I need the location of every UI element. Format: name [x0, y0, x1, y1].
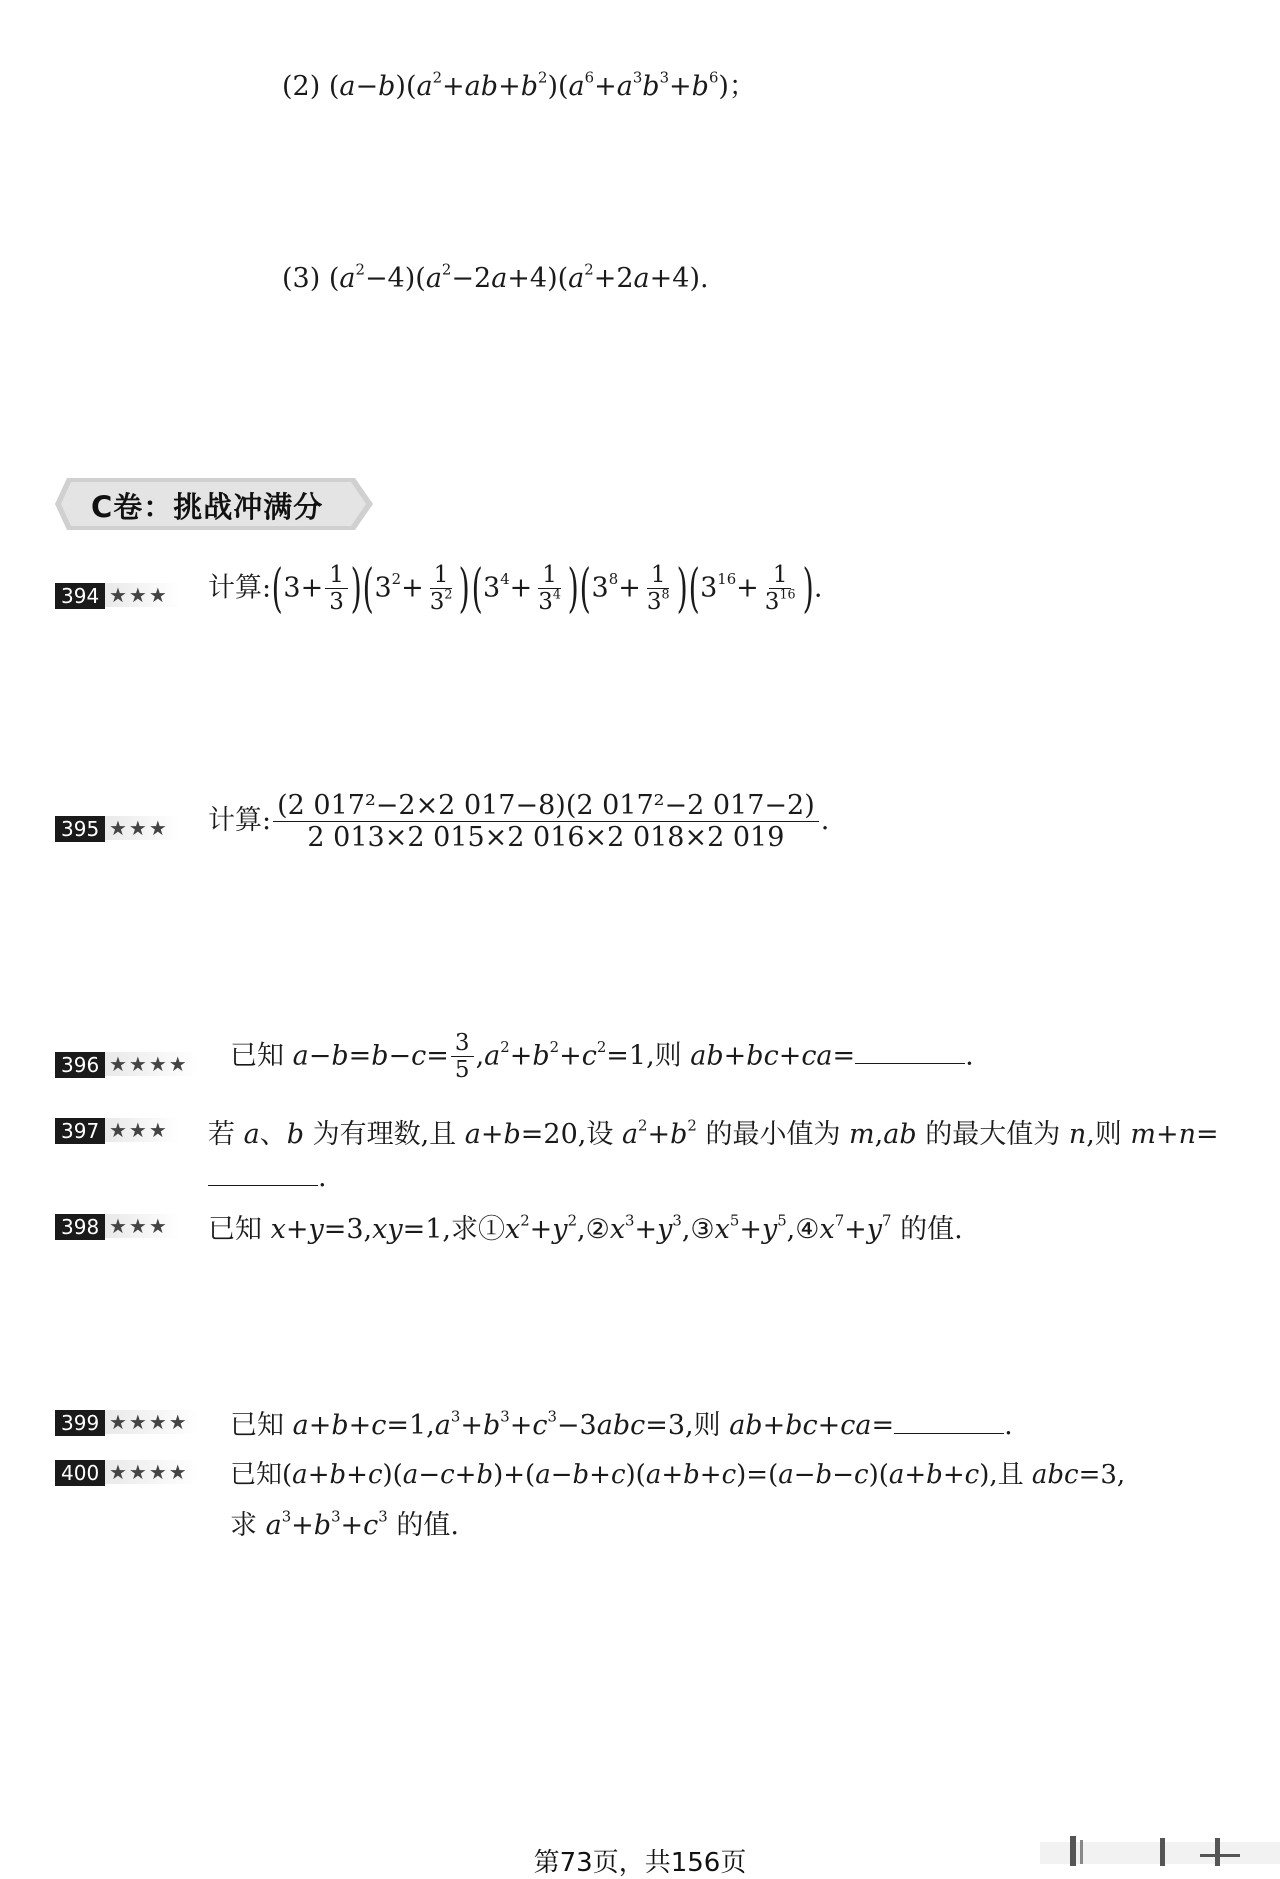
difficulty-stars: ★★★ [105, 816, 179, 840]
question-prefix: 已知 [230, 1460, 283, 1490]
question-395-body: 计算: $\frac{\text{(2 017²−2×2 017−8)(2 017²−2 017−2)}}{2 013\times 2 015\times 2 016\times 2 018\times 2 019}$ . [208, 790, 830, 854]
problem-part-3: (3) $(a^2-4)(a^2-2a+4)(a^2+2a+4)$. [282, 260, 709, 294]
question-396-body: 已知 a−b=b−c= $\frac{3}{5}$ $,a^2+b^2+c^2=1$,则 ab+bc+ca= . [230, 1030, 974, 1084]
question-number: 397 [55, 1118, 105, 1144]
fraction-denominator: 2 013×2 015×2 016×2 018×2 019 [307, 822, 785, 854]
section-title: C卷：挑战冲满分 [91, 490, 324, 524]
question-prefix: 已知 [230, 1410, 284, 1441]
difficulty-stars: ★★★★ [105, 1410, 199, 1434]
question-number: 396 [55, 1052, 105, 1078]
section-header [55, 478, 373, 530]
question-prefix: 已知 [230, 1040, 284, 1072]
part-label: (3) [282, 263, 321, 294]
question-394-body: 计算:(3+ $\frac{1}{3}$ )($3^2+$ $\frac{1}{3^2}$ )($3^4+$ $\frac{1}{3^4}$ )($3^8+$ $\frac{1}{3^8}$ )($3^{16}+$ $\frac{1}{3^{16}}$ ). [208, 558, 823, 619]
question-399-body: 已知 $a+b+c=1,a^3+b^3+c^3-3abc=3$,则 ab+bc+ca= . [230, 1407, 1013, 1441]
question-400-body: 已知(a+b+c)(a−c+b)+(a−b+c)(a+b+c)=(a−b−c)(a+b+c),且 abc=3, [230, 1460, 1126, 1490]
decorative-bars [1040, 1832, 1280, 1872]
question-397-body: 若 a、b 为有理数,且 a+b=20,设 $a^2+b^2$ 的最小值为 m,ab 的最大值为 n,则 m+n= [208, 1116, 1219, 1150]
question-400-line2: 求 $a^3+b^3+c^3$ 的值. [230, 1507, 459, 1541]
question-number: 400 [55, 1460, 105, 1486]
part-label: (2) [282, 71, 321, 102]
problem-part-2: (2) $(a-b)(a^2+ab+b^2)(a^6+a^3b^3+b^6)$； [282, 68, 756, 102]
answer-blank[interactable] [894, 1411, 1004, 1434]
difficulty-stars: ★★★ [105, 1214, 179, 1238]
answer-blank[interactable] [855, 1041, 965, 1064]
question-number: 395 [55, 816, 105, 842]
difficulty-stars: ★★★ [105, 1118, 179, 1142]
question-397-blank-line: . [208, 1162, 327, 1193]
fraction-numerator: (2 017²−2×2 017−8)(2 017²−2 017−2) [273, 790, 819, 822]
difficulty-stars: ★★★★ [105, 1052, 199, 1076]
question-number: 399 [55, 1410, 105, 1436]
page-footer: 第73页，共156页 [533, 1848, 747, 1878]
question-number: 394 [55, 583, 105, 609]
question-prefix: 计算: [208, 805, 272, 837]
difficulty-stars: ★★★★ [105, 1460, 199, 1484]
question-prefix: 已知 [208, 1214, 262, 1245]
question-prefix: 计算: [208, 572, 272, 604]
question-398-body: 已知 x+y=3,xy=1,求$①x^2+y^2,②x^3+y^3,③x^5+y^5,④x^7+y^7$ 的值. [208, 1211, 963, 1245]
question-prefix: 若 [208, 1119, 235, 1150]
question-number: 398 [55, 1214, 105, 1240]
answer-blank[interactable] [208, 1163, 318, 1186]
difficulty-stars: ★★★ [105, 583, 179, 607]
